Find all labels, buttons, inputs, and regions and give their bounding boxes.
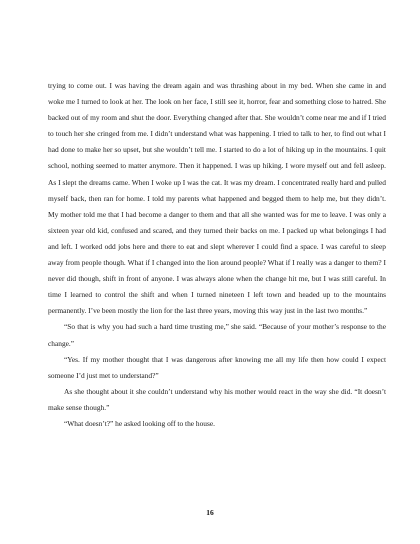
paragraph-dialogue: “What doesn’t?” he asked looking off to the house. [64,418,215,428]
paragraph-dialogue: “So that is why you had such a hard time trusting me,” she said. “Because of your mother’s response to the change.” [48,322,386,348]
page-body-text [48,78,386,432]
paragraph-continuation: trying to come out. I was having the dream again and was thrashing about in my bed. When she came in and woke me I turned to look at her. The look on her face, I still see it, horror, fear and something close to hatred. She backed out of my room and shut the door. Everything changed after that. She wouldn’t come near me and if I tried to touch her she cringed from me. I didn’t understand what was happening. I tried to talk to her, to find out what I had done to make her so upset, but she wouldn’t tell me. I started to do a lot of hiking up in the mountains. I quit school, nothing seemed to matter anymore. Then it happened. I was up hiking. I wore myself out and fell asleep. As I slept the dreams came. When I woke up I was the cat. It was my dream. I concentrated really hard and pulled myself back, then ran for home. I told my parents what happened and begged them to help me, but they didn’t. My mother told me that I had become a danger to them and that all she wanted was for me to leave. I was only a sixteen year old kid, confused and scared, and they turned their backs on me. I packed up what belongings I had and left. I worked odd jobs here and there to eat and slept wherever I could find a space. I was careful to sleep away from people though. What if I changed into the lion around people? What if I really was a danger to them? I never did though, shift in front of anyone. I was always alone when the change hit me, but I was still careful. In time I learned to control the shift and when I turned nineteen I left town and headed up to the mountains permanently. I’ve been mostly the lion for the last three years, moving this way just in the last two months.” [48,81,386,316]
paragraph-dialogue: “Yes. If my mother thought that I was dangerous after knowing me all my life then how could I expect someone I’d just met to understand?” [48,354,386,380]
paragraph-narration: As she thought about it she couldn’t understand why his mother would react in the way she did. “It doesn’t make sense though.” [48,386,386,412]
page-number: 16 [206,508,214,517]
